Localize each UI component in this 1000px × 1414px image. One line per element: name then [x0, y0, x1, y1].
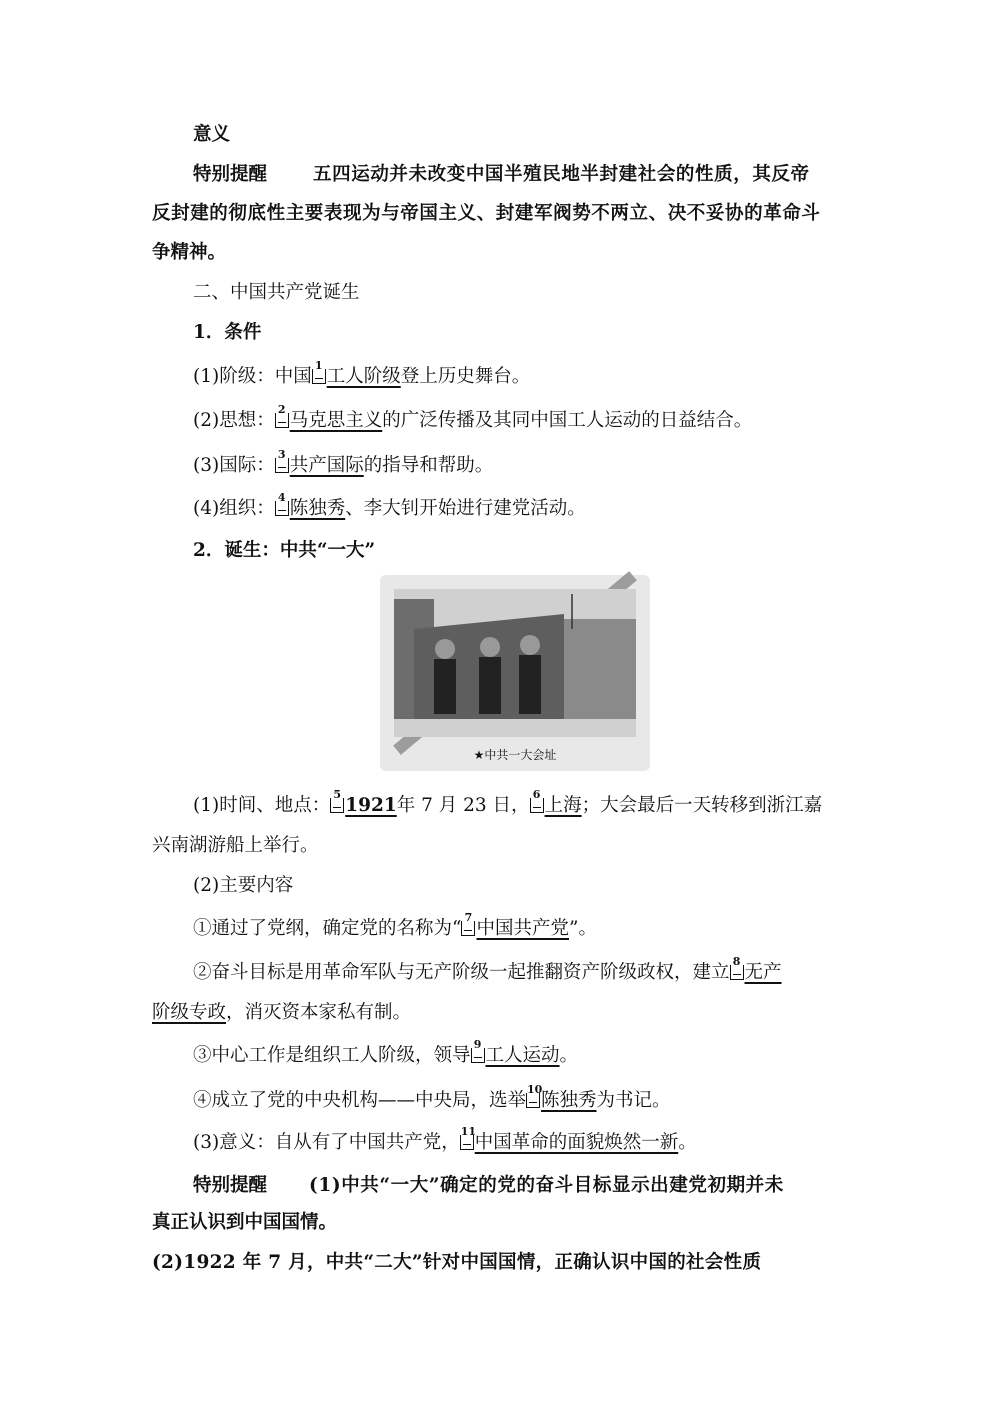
- text: ；大会最后一天转移到浙江嘉: [581, 795, 823, 816]
- blank-answer: 6 上海: [530, 795, 582, 816]
- text: (3)意义：自从有了中国共产党，: [193, 1132, 460, 1153]
- note-text-cont: 反封建的彻底性主要表现为与帝国主义、封建军阀势不两立、决不妥协的革命斗: [152, 203, 821, 224]
- marker-box-icon: 3: [275, 458, 289, 473]
- marker-box-icon: 11: [460, 1135, 474, 1150]
- note-text-cont: 争精神。: [152, 242, 227, 263]
- text: 登上历史舞台。: [400, 366, 531, 387]
- note-text-cont: 真正认识到中国国情。: [152, 1212, 338, 1233]
- marker-box-icon: 10: [526, 1093, 540, 1108]
- marker-box-icon: 5: [330, 798, 344, 813]
- content-item-2-cont: [152, 1001, 411, 1025]
- text: 、李大钊开始进行建党活动。: [345, 498, 586, 519]
- blank-answer: 8 无产: [730, 962, 782, 983]
- text: ④成立了党的中央机构——中央局，选举: [193, 1090, 527, 1111]
- blank-answer: 3 共产国际: [275, 455, 364, 476]
- subheading-conditions: 1．条件: [193, 322, 262, 343]
- blank-answer: 2 马克思主义: [275, 410, 383, 431]
- blank-answer: 5 1921: [330, 795, 397, 816]
- text: (2)思想：: [193, 410, 275, 431]
- text: ②奋斗目标是用革命军队与无产阶级一起推翻资产阶级政权，建立: [193, 962, 730, 983]
- photo-caption: ★中共一大会址: [473, 748, 557, 762]
- text: 的广泛传播及其同中国工人运动的日益结合。: [382, 410, 753, 431]
- marker-box-icon: 4: [275, 501, 289, 516]
- text: ”。: [568, 918, 597, 939]
- text: 年 7 月 23 日，: [396, 795, 530, 816]
- subheading-birth: 2．诞生：中共“一大”: [193, 540, 376, 561]
- text: 为书记。: [596, 1090, 671, 1111]
- photo-first-congress-site: [380, 575, 650, 771]
- marker-box-icon: 8: [730, 965, 744, 980]
- blank-answer: 10 陈独秀: [527, 1083, 597, 1111]
- content-item-4: [193, 1083, 671, 1113]
- significance: [193, 1125, 697, 1155]
- blank-answer: 阶级专政: [152, 1002, 227, 1023]
- blank-answer: 1 工人阶级: [312, 366, 401, 387]
- section-title: 二、中国共产党诞生: [193, 282, 360, 303]
- blank-answer: 11 中国革命的面貌焕然一新: [460, 1125, 679, 1153]
- blank-answer: 4 陈独秀: [275, 498, 346, 519]
- text: 的指导和帮助。: [363, 455, 494, 476]
- content-item-2: [193, 955, 782, 985]
- text: ③中心工作是组织工人阶级，领导: [193, 1045, 471, 1066]
- marker-box-icon: 7: [461, 921, 475, 936]
- note-text: 五四运动并未改变中国半殖民地半封建社会的性质，其反帝: [313, 164, 810, 185]
- note-text-cont: (2)1922 年 7 月，中共“二大”针对中国国情，正确认识中国的社会性质: [152, 1252, 762, 1273]
- heading-significance: 意义: [193, 124, 231, 145]
- building-image: [394, 589, 636, 737]
- marker-box-icon: 9: [471, 1048, 485, 1063]
- marker-box-icon: 2: [275, 413, 289, 428]
- marker-box-icon: 1: [312, 369, 326, 384]
- text: ①通过了党纲，确定党的名称为“: [193, 918, 462, 939]
- note-text: (1)中共“一大”确定的党的奋斗目标显示出建党初期并未: [309, 1175, 784, 1196]
- note-label: 特别提醒: [193, 1175, 268, 1196]
- content-item-3: [193, 1038, 579, 1068]
- condition-international: [193, 448, 494, 478]
- special-note-2: [193, 1174, 784, 1198]
- text: (1)时间、地点：: [193, 795, 331, 816]
- condition-thought: [193, 403, 753, 433]
- note-label: 特别提醒: [193, 164, 268, 185]
- text: (3)国际：: [193, 455, 275, 476]
- blank-answer: 7 中国共产党: [461, 918, 569, 939]
- text: 。: [559, 1045, 579, 1066]
- content-item-1: [193, 911, 597, 941]
- condition-class: [193, 359, 531, 389]
- marker-box-icon: 6: [530, 798, 544, 813]
- text: (4)组织：: [193, 498, 275, 519]
- special-note-1: [193, 163, 810, 187]
- text: 。: [678, 1132, 697, 1153]
- blank-answer: 9 工人运动: [471, 1045, 560, 1066]
- time-place: [193, 788, 823, 818]
- text: (1)阶级：中国: [193, 366, 312, 387]
- condition-organization: [193, 491, 586, 521]
- main-content-heading: (2)主要内容: [193, 875, 294, 896]
- text: ，消灭资本家私有制。: [226, 1002, 412, 1023]
- time-place-cont: 兴南湖游船上举行。: [152, 835, 319, 856]
